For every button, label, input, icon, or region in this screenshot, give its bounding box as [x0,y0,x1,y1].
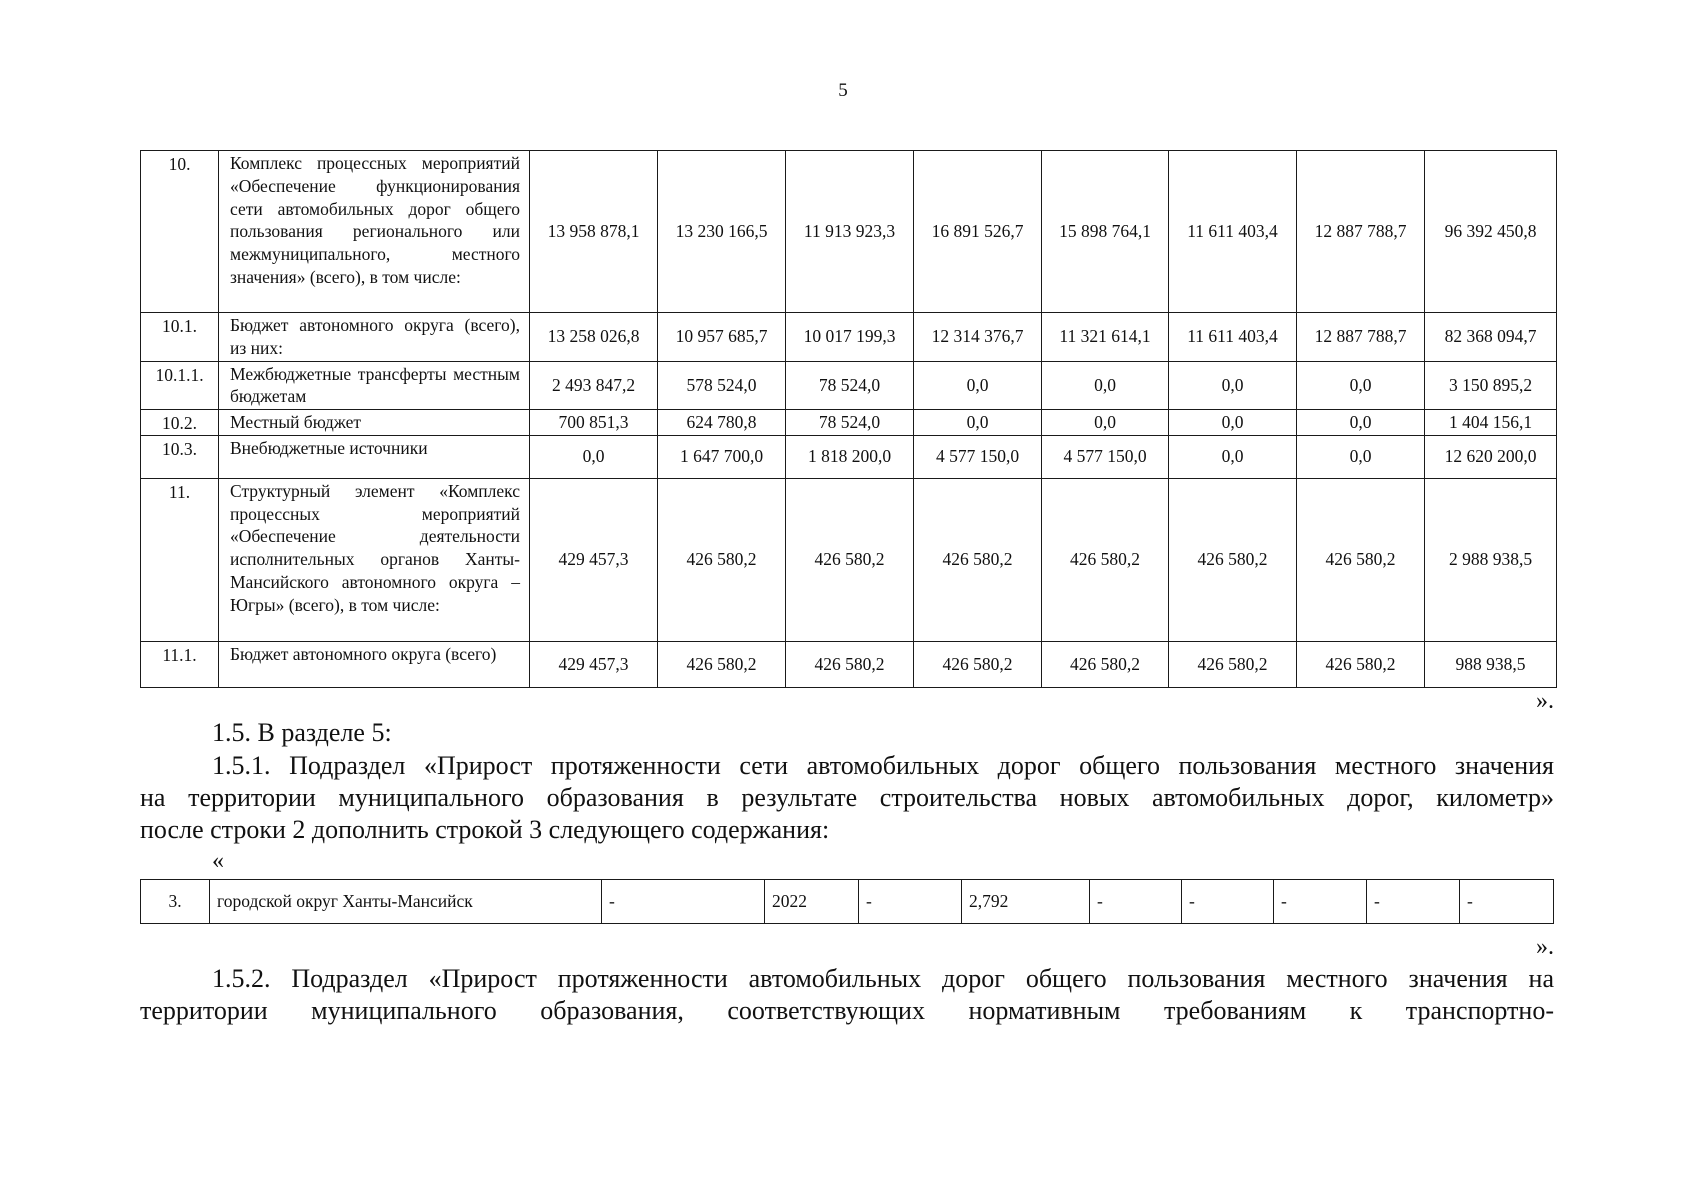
value-cell: 12 887 788,7 [1297,313,1425,362]
value-cell: 78 524,0 [786,361,914,410]
value-cell: 0,0 [1297,361,1425,410]
value-cell: 2 493 847,2 [530,361,658,410]
row-name: Местный бюджет [219,410,530,436]
total-cell: 82 368 094,7 [1425,313,1557,362]
value-cell: 700 851,3 [530,410,658,436]
value-cell: 0,0 [530,435,658,478]
value-cell: 13 230 166,5 [658,151,786,313]
table-row [141,151,1557,313]
page-number: 5 [838,80,848,101]
financing-table [140,150,1557,688]
total-cell: 988 938,5 [1425,641,1557,687]
paragraph-line: 1.5.1. Подраздел «Прирост протяженности сети автомобильных дорог общего пользования местного значения [212,751,1554,780]
value-cell: 426 580,2 [1042,478,1169,641]
row-name: Внебюджетные источники [219,435,530,478]
row-name: Бюджет автономного округа (всего), из них: [219,313,530,362]
value-cell: 11 611 403,4 [1169,151,1297,313]
value-cell: - [602,880,765,924]
value-cell: 429 457,3 [530,641,658,687]
year-cell: 2022 [765,880,859,924]
value-cell: - [1090,880,1182,924]
row-number: 10.3. [141,435,219,478]
value-cell: 0,0 [1169,361,1297,410]
row-number: 10.1.1. [141,361,219,410]
value-cell: 0,0 [914,361,1042,410]
value-cell: 578 524,0 [658,361,786,410]
table-row [141,361,1557,410]
value-cell: 10 957 685,7 [658,313,786,362]
total-cell: 2 988 938,5 [1425,478,1557,641]
row-number: 10.2. [141,410,219,436]
closing-quote: ». [1536,934,1554,960]
value-cell: 12 314 376,7 [914,313,1042,362]
total-cell: 1 404 156,1 [1425,410,1557,436]
paragraph-line: на территории муниципального образования в результате строительства новых автомобильных дорог, километр» [140,783,1554,812]
total-cell: 3 150 895,2 [1425,361,1557,410]
total-cell: 12 620 200,0 [1425,435,1557,478]
value-cell: 426 580,2 [914,478,1042,641]
value-cell: 426 580,2 [786,478,914,641]
total-cell: 96 392 450,8 [1425,151,1557,313]
value-cell: 1 647 700,0 [658,435,786,478]
value-cell: 78 524,0 [786,410,914,436]
value-cell: - [1274,880,1367,924]
row-name: Комплекс процессных мероприятий «Обеспечение функционирования сети автомобильных дорог общего пользования регионального или межмуниципального, местного значения» (всего), в том числе: [219,151,530,313]
value-cell: 0,0 [914,410,1042,436]
row-number: 3. [141,880,210,924]
municipality-cell: городской округ Ханты-Мансийск [210,880,602,924]
row-name: Структурный элемент «Комплекс процессных мероприятий «Обеспечение деятельности исполнительных органов Ханты-Мансийского автономного округа – Югры» (всего), в том числе: [219,478,530,641]
value-cell: 13 958 878,1 [530,151,658,313]
value-cell: 11 611 403,4 [1169,313,1297,362]
value-cell: 0,0 [1042,410,1169,436]
section-heading: 1.5. В разделе 5: [212,718,392,747]
paragraph-line: 1.5.2. Подраздел «Прирост протяженности автомобильных дорог общего пользования местного значения на [212,964,1554,993]
value-cell: - [1367,880,1460,924]
value-cell: 426 580,2 [786,641,914,687]
value-cell: 12 887 788,7 [1297,151,1425,313]
value-cell: 0,0 [1169,410,1297,436]
table-row [141,478,1557,641]
value-cell: 1 818 200,0 [786,435,914,478]
row-number: 11.1. [141,641,219,687]
paragraph-line: после строки 2 дополнить строкой 3 следующего содержания: [140,815,830,844]
value-cell: 10 017 199,3 [786,313,914,362]
row-name: Межбюджетные трансферты местным бюджетам [219,361,530,410]
value-cell: 624 780,8 [658,410,786,436]
row-number: 11. [141,478,219,641]
value-cell: 426 580,2 [1169,641,1297,687]
table-row [141,641,1557,687]
value-cell: - [1460,880,1554,924]
value-cell: 4 577 150,0 [914,435,1042,478]
value-cell: 426 580,2 [914,641,1042,687]
value-cell: 16 891 526,7 [914,151,1042,313]
value-cell: 15 898 764,1 [1042,151,1169,313]
value-cell: 0,0 [1297,410,1425,436]
table-row [141,435,1557,478]
row-name: Бюджет автономного округа (всего) [219,641,530,687]
paragraph-line: территории муниципального образования, соответствующих нормативным требованиям к транспортно- [140,996,1554,1025]
table-row [141,313,1557,362]
value-cell: 426 580,2 [1297,641,1425,687]
value-cell: 4 577 150,0 [1042,435,1169,478]
value-cell: 2,792 [962,880,1090,924]
opening-quote: « [212,848,224,874]
value-cell: 426 580,2 [1169,478,1297,641]
value-cell: 13 258 026,8 [530,313,658,362]
value-cell: 426 580,2 [658,478,786,641]
value-cell: 0,0 [1297,435,1425,478]
value-cell: 11 913 923,3 [786,151,914,313]
value-cell: 426 580,2 [1297,478,1425,641]
value-cell: 426 580,2 [1042,641,1169,687]
closing-quote: ». [1536,688,1554,714]
road-growth-row-table [140,879,1554,924]
row-number: 10. [141,151,219,313]
value-cell: - [1182,880,1274,924]
table-row [141,410,1557,436]
value-cell: 426 580,2 [658,641,786,687]
value-cell: 429 457,3 [530,478,658,641]
value-cell: 11 321 614,1 [1042,313,1169,362]
value-cell: 0,0 [1042,361,1169,410]
value-cell: 0,0 [1169,435,1297,478]
row-number: 10.1. [141,313,219,362]
table-row [141,880,1554,924]
value-cell: - [859,880,962,924]
